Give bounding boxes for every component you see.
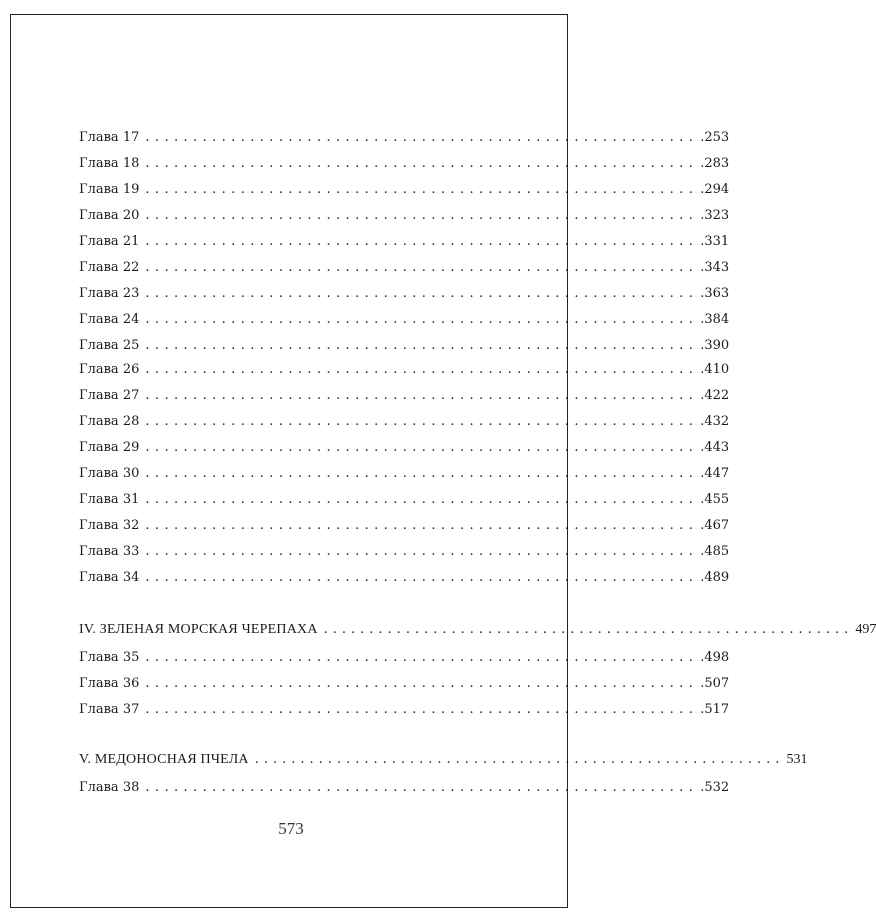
toc-part-heading[interactable] — [79, 750, 808, 770]
toc-entry-page: .294 — [698, 180, 729, 200]
page-number: 573 — [278, 819, 304, 838]
toc-entry[interactable] — [79, 206, 730, 226]
toc-entry-label: Глава 25 — [79, 336, 145, 356]
toc-entry[interactable] — [79, 310, 730, 330]
dot-leader: .......................................................... — [323, 622, 854, 637]
toc-entry-label: Глава 37 — [79, 700, 145, 720]
toc-entry-label: Глава 20 — [79, 206, 145, 226]
dot-leader: .......................................................... — [145, 156, 699, 171]
toc-entry-label: Глава 24 — [79, 310, 145, 330]
toc-entry-page: .283 — [698, 154, 729, 174]
toc-entry[interactable] — [79, 412, 730, 432]
toc-entry-label: Глава 32 — [79, 516, 145, 536]
toc-entry-label: Глава 33 — [79, 542, 145, 562]
toc-entry-page: .331 — [698, 232, 729, 252]
toc-entry[interactable] — [79, 232, 730, 252]
toc-entry[interactable] — [79, 360, 730, 380]
toc-entry-page: .507 — [698, 674, 729, 694]
toc-entry-page: .447 — [698, 464, 729, 484]
toc-part-label: V. МЕДОНОСНАЯ ПЧЕЛА — [79, 750, 255, 770]
toc-entry-label: Глава 17 — [79, 128, 145, 148]
toc-entry[interactable] — [79, 778, 730, 798]
toc-entry-label: Глава 30 — [79, 464, 145, 484]
toc-part-heading[interactable] — [79, 620, 876, 640]
toc-entry-page: .443 — [698, 438, 729, 458]
toc-entry-page: .422 — [698, 386, 729, 406]
toc-entry[interactable] — [79, 568, 730, 588]
toc-entry-label: Глава 36 — [79, 674, 145, 694]
toc-entry-page: .410 — [698, 360, 729, 380]
toc-entry-label: Глава 18 — [79, 154, 145, 174]
dot-leader: .......................................................... — [145, 466, 699, 481]
toc-entry-label: Глава 26 — [79, 360, 145, 380]
dot-leader: .......................................................... — [145, 440, 699, 455]
dot-leader: .......................................................... — [145, 362, 699, 377]
dot-leader: .......................................................... — [145, 234, 699, 249]
toc-entry-page: .432 — [698, 412, 729, 432]
toc-entry[interactable] — [79, 674, 730, 694]
toc-entry-label: Глава 23 — [79, 284, 145, 304]
toc-entry-label: Глава 34 — [79, 568, 145, 588]
toc-part-page: 497 — [853, 620, 876, 640]
toc-part-page: 531 — [784, 750, 807, 770]
toc-entry[interactable] — [79, 128, 730, 148]
toc-entry-label: Глава 21 — [79, 232, 145, 252]
dot-leader: .......................................................... — [145, 260, 699, 275]
toc-entry[interactable] — [79, 490, 730, 510]
toc-entry[interactable] — [79, 284, 730, 304]
toc-entry[interactable] — [79, 464, 730, 484]
dot-leader: .......................................................... — [254, 752, 785, 767]
dot-leader: .......................................................... — [145, 570, 699, 585]
dot-leader: .......................................................... — [145, 414, 699, 429]
dot-leader: .......................................................... — [145, 182, 699, 197]
toc-entry-label: Глава 28 — [79, 412, 145, 432]
toc-entry-label: Глава 38 — [79, 778, 145, 798]
toc-entry[interactable] — [79, 336, 730, 356]
toc-entry-label: Глава 22 — [79, 258, 145, 278]
dot-leader: .......................................................... — [145, 338, 699, 353]
toc-entry-page: .485 — [698, 542, 729, 562]
toc-entry-page: .498 — [698, 648, 729, 668]
toc-entry[interactable] — [79, 700, 730, 720]
toc-entry-page: .253 — [698, 128, 729, 148]
dot-leader: .......................................................... — [145, 492, 699, 507]
toc-entry-label: Глава 19 — [79, 180, 145, 200]
dot-leader: .......................................................... — [145, 544, 699, 559]
toc-entry-page: .467 — [698, 516, 729, 536]
dot-leader: .......................................................... — [145, 208, 699, 223]
dot-leader: .......................................................... — [145, 130, 699, 145]
toc-entry-page: .384 — [698, 310, 729, 330]
toc-entry[interactable] — [79, 648, 730, 668]
toc-entry-page: .363 — [698, 284, 729, 304]
toc-entry[interactable] — [79, 258, 730, 278]
toc-entry[interactable] — [79, 542, 730, 562]
toc-entry[interactable] — [79, 438, 730, 458]
toc-entry-page: .532 — [698, 778, 729, 798]
toc-entry-label: Глава 35 — [79, 648, 145, 668]
toc-entry-page: .517 — [698, 700, 729, 720]
toc-entry-page: .455 — [698, 490, 729, 510]
dot-leader: .......................................................... — [145, 518, 699, 533]
toc-entry[interactable] — [79, 180, 730, 200]
toc-entry-page: .489 — [698, 568, 729, 588]
dot-leader: .......................................................... — [145, 312, 699, 327]
toc-part-label: IV. ЗЕЛЕНАЯ МОРСКАЯ ЧЕРЕПАХА — [79, 620, 324, 640]
toc-entry-label: Глава 29 — [79, 438, 145, 458]
dot-leader: .......................................................... — [145, 676, 699, 691]
toc-entry-page: .343 — [698, 258, 729, 278]
toc-entry[interactable] — [79, 516, 730, 536]
toc-entry-label: Глава 27 — [79, 386, 145, 406]
toc-entry[interactable] — [79, 386, 730, 406]
toc-entry[interactable] — [79, 154, 730, 174]
toc-entry-page: .323 — [698, 206, 729, 226]
dot-leader: .......................................................... — [145, 388, 699, 403]
dot-leader: .......................................................... — [145, 780, 699, 795]
dot-leader: .......................................................... — [145, 702, 699, 717]
dot-leader: .......................................................... — [145, 286, 699, 301]
page-frame — [10, 14, 568, 908]
dot-leader: .......................................................... — [145, 650, 699, 665]
toc-entry-page: .390 — [698, 336, 729, 356]
toc-entry-label: Глава 31 — [79, 490, 145, 510]
